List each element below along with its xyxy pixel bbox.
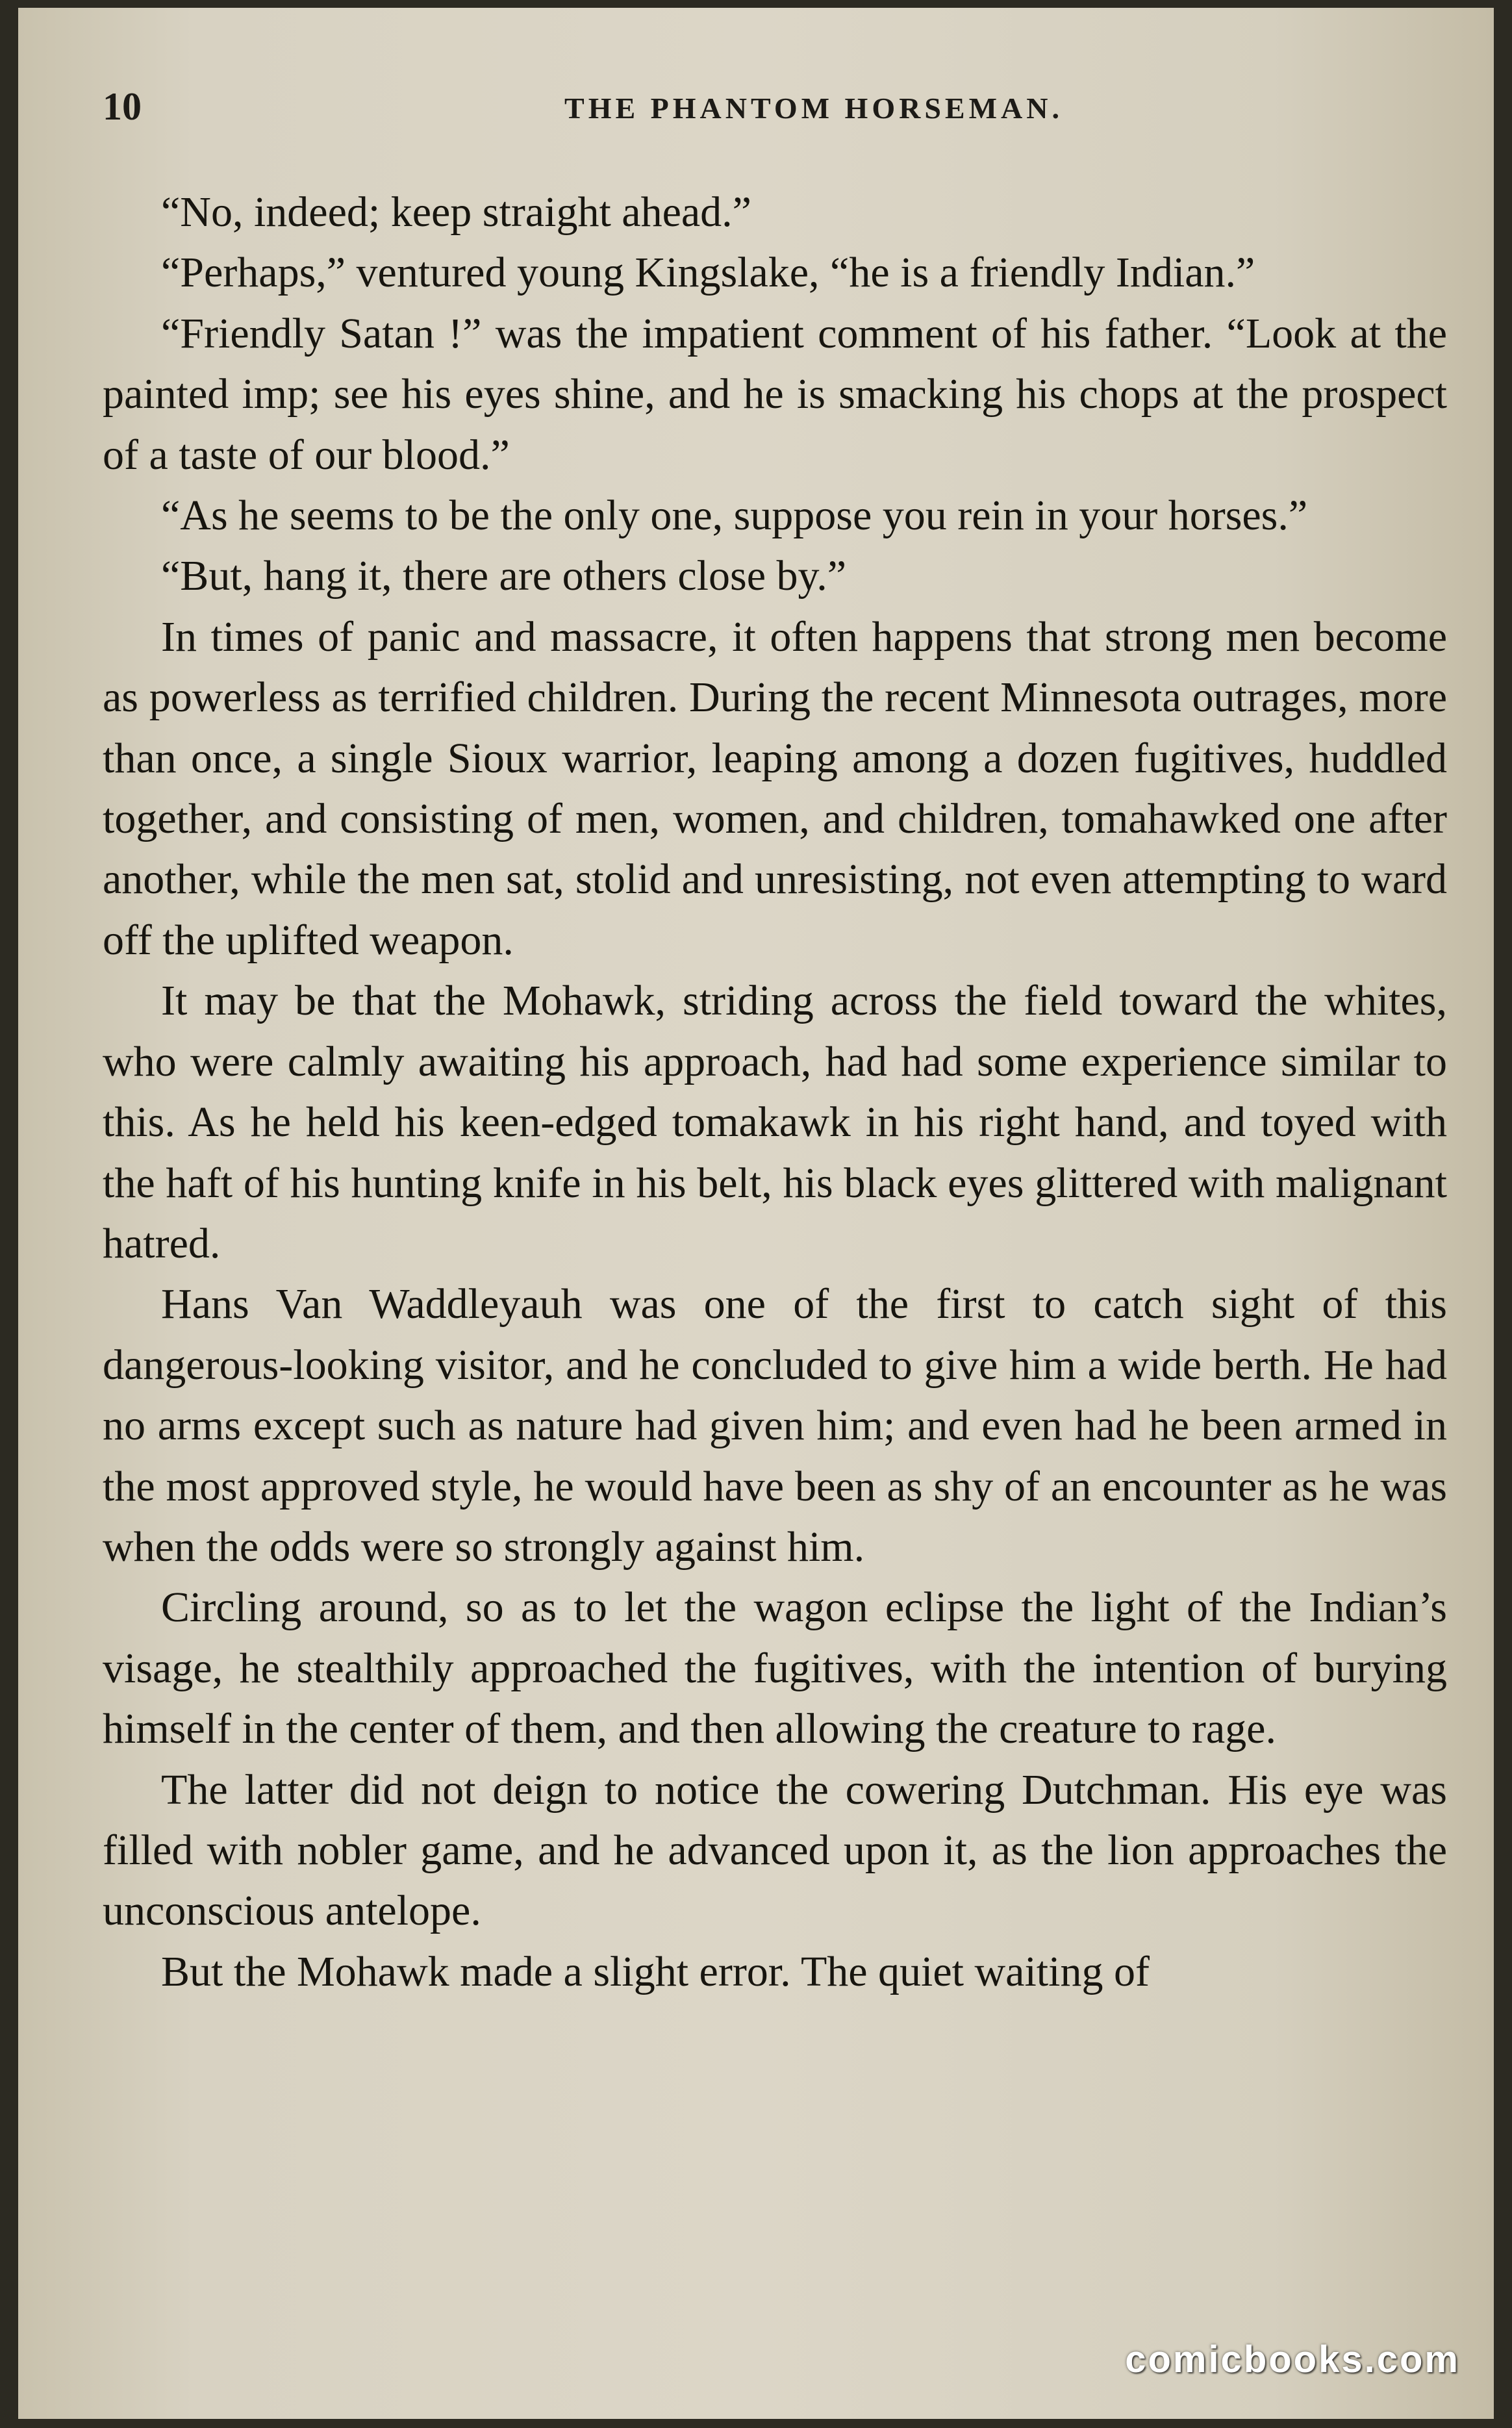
paragraph: “As he seems to be the only one, suppose you rein in your horses.” bbox=[161, 492, 1308, 540]
paragraph: The latter did not deign to notice the cowering Dutchman. His eye was filled with nobler game, and he advanced upon it, as the lion approaches the unconscious antelope. bbox=[103, 1765, 1447, 1935]
paragraph: “No, indeed; keep straight ahead.” bbox=[161, 188, 751, 236]
paragraph: Hans Van Waddleyauh was one of the first to catch sight of this dangerous-looking visitor, and he concluded to give him a wide berth. He had no arms except such as nature had given him; and even had he been armed in the most approved style, he would have been as shy of an encounter as he was when the odds were so strongly against him. bbox=[103, 1280, 1447, 1571]
paragraph: “Perhaps,” ventured young Kingslake, “he is a friendly Indian.” bbox=[161, 249, 1255, 297]
page-number: 10 bbox=[103, 85, 142, 128]
page-header bbox=[103, 84, 1447, 136]
book-page bbox=[18, 8, 1494, 2419]
watermark: comicbooks.com bbox=[1125, 2338, 1460, 2381]
paragraph: It may be that the Mohawk, striding across the field toward the whites, who were calmly awaiting his approach, had had some experience similar to this. As he held his keen-edged tomakawk in his right hand, and toyed with the haft of his hunting knife in his belt, his black eyes glittered with malignant hatred. bbox=[103, 977, 1447, 1267]
paragraph: In times of panic and massacre, it often happens that strong men become as powerless as terrified children. During the recent Minnesota outrages, more than once, a single Sioux warrior, leaping among a dozen fugitives, huddled together, and consisting of men, women, and children, tomahawked one after another, while the men sat, stolid and unresisting, not even attempting to ward off the uplifted weapon. bbox=[103, 613, 1447, 964]
paragraph: “But, hang it, there are others close by.” bbox=[161, 552, 847, 600]
paragraph: Circling around, so as to let the wagon eclipse the light of the Indian’s visage, he stealthily approached the fugitives, with the intention of burying himself in the center of them, and then allowing the creature to rage. bbox=[103, 1584, 1447, 1753]
body-text bbox=[103, 182, 1447, 2002]
paragraph: But the Mohawk made a slight error. The quiet waiting of bbox=[161, 1947, 1150, 1995]
paragraph: “Friendly Satan !” was the impatient comment of his father. “Look at the painted imp; see his eyes shine, and he is smacking his chops at the prospect of a taste of our blood.” bbox=[103, 309, 1447, 479]
running-title: THE PHANTOM HORSEMAN. bbox=[564, 92, 1063, 125]
